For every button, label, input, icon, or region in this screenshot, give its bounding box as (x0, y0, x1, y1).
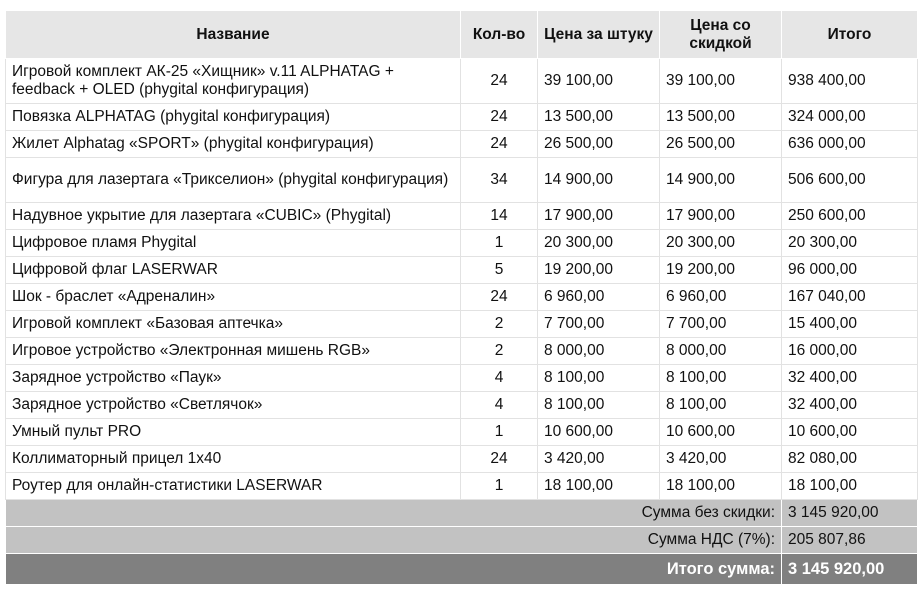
item-name: Цифровое пламя Phygital (6, 230, 461, 257)
table-row (6, 419, 918, 446)
item-name: Умный пульт PRO (6, 419, 461, 446)
vat-value: 205 807,86 (782, 527, 918, 554)
item-discount-price: 8 100,00 (660, 392, 782, 419)
item-price: 19 200,00 (538, 257, 660, 284)
item-name: Коллиматорный прицел 1x40 (6, 446, 461, 473)
item-qty: 24 (461, 284, 538, 311)
item-qty: 4 (461, 392, 538, 419)
header-qty: Кол-во (461, 11, 538, 59)
table-row (6, 203, 918, 230)
item-discount-price: 19 200,00 (660, 257, 782, 284)
item-total: 16 000,00 (782, 338, 918, 365)
table-row (6, 131, 918, 158)
item-total: 18 100,00 (782, 473, 918, 500)
item-name: Зарядное устройство «Светлячок» (6, 392, 461, 419)
item-qty: 34 (461, 158, 538, 203)
item-total: 32 400,00 (782, 365, 918, 392)
item-price: 8 000,00 (538, 338, 660, 365)
item-total: 96 000,00 (782, 257, 918, 284)
item-name: Цифровой флаг LASERWAR (6, 257, 461, 284)
item-discount-price: 8 000,00 (660, 338, 782, 365)
item-discount-price: 14 900,00 (660, 158, 782, 203)
item-price: 14 900,00 (538, 158, 660, 203)
item-price: 17 900,00 (538, 203, 660, 230)
table-row (6, 446, 918, 473)
item-discount-price: 18 100,00 (660, 473, 782, 500)
vat-label: Сумма НДС (7%): (6, 527, 782, 554)
item-discount-price: 10 600,00 (660, 419, 782, 446)
item-qty: 24 (461, 446, 538, 473)
item-qty: 24 (461, 131, 538, 158)
item-name: Роутер для онлайн-статистики LASERWAR (6, 473, 461, 500)
item-price: 26 500,00 (538, 131, 660, 158)
header-price: Цена за штуку (538, 11, 660, 59)
item-total: 506 600,00 (782, 158, 918, 203)
item-price: 8 100,00 (538, 365, 660, 392)
item-price: 6 960,00 (538, 284, 660, 311)
grand-total-row (6, 554, 918, 585)
item-total: 20 300,00 (782, 230, 918, 257)
subtotal-row (6, 500, 918, 527)
table-row (6, 365, 918, 392)
item-price: 10 600,00 (538, 419, 660, 446)
item-qty: 1 (461, 230, 538, 257)
item-total: 32 400,00 (782, 392, 918, 419)
item-qty: 4 (461, 365, 538, 392)
item-total: 15 400,00 (782, 311, 918, 338)
grand-total-label: Итого сумма: (6, 554, 782, 585)
item-discount-price: 13 500,00 (660, 104, 782, 131)
item-qty: 2 (461, 311, 538, 338)
item-total: 10 600,00 (782, 419, 918, 446)
item-discount-price: 3 420,00 (660, 446, 782, 473)
grand-total-value: 3 145 920,00 (782, 554, 918, 585)
item-discount-price: 39 100,00 (660, 59, 782, 104)
item-name: Шок - браслет «Адреналин» (6, 284, 461, 311)
table-row (6, 338, 918, 365)
table-row (6, 104, 918, 131)
item-total: 82 080,00 (782, 446, 918, 473)
item-price: 7 700,00 (538, 311, 660, 338)
table-row (6, 311, 918, 338)
vat-row (6, 527, 918, 554)
item-discount-price: 8 100,00 (660, 365, 782, 392)
item-price: 20 300,00 (538, 230, 660, 257)
subtotal-label: Сумма без скидки: (6, 500, 782, 527)
item-price: 18 100,00 (538, 473, 660, 500)
header-discount-price: Цена со скидкой (660, 11, 782, 59)
item-name: Жилет Alphatag «SPORT» (phygital конфигурация) (6, 131, 461, 158)
item-price: 8 100,00 (538, 392, 660, 419)
table-row (6, 284, 918, 311)
item-name: Надувное укрытие для лазертага «CUBIC» (Phygital) (6, 203, 461, 230)
table-row (6, 473, 918, 500)
table-row (6, 59, 918, 104)
header-row (6, 11, 918, 59)
item-name: Игровой комплект АК-25 «Хищник» v.11 ALPHATAG + feedback + OLED (phygital конфигурация) (6, 59, 461, 104)
item-price: 13 500,00 (538, 104, 660, 131)
item-total: 324 000,00 (782, 104, 918, 131)
item-qty: 5 (461, 257, 538, 284)
item-qty: 14 (461, 203, 538, 230)
item-qty: 1 (461, 419, 538, 446)
item-price: 39 100,00 (538, 59, 660, 104)
item-total: 938 400,00 (782, 59, 918, 104)
item-total: 636 000,00 (782, 131, 918, 158)
header-name: Название (6, 11, 461, 59)
item-qty: 24 (461, 104, 538, 131)
item-qty: 1 (461, 473, 538, 500)
item-discount-price: 6 960,00 (660, 284, 782, 311)
item-total: 167 040,00 (782, 284, 918, 311)
item-price: 3 420,00 (538, 446, 660, 473)
table-row (6, 230, 918, 257)
subtotal-value: 3 145 920,00 (782, 500, 918, 527)
item-qty: 2 (461, 338, 538, 365)
item-total: 250 600,00 (782, 203, 918, 230)
table-row (6, 158, 918, 203)
item-name: Игровой комплект «Базовая аптечка» (6, 311, 461, 338)
item-qty: 24 (461, 59, 538, 104)
item-name: Фигура для лазертага «Трикселион» (phygital конфигурация) (6, 158, 461, 203)
item-name: Повязка ALPHATAG (phygital конфигурация) (6, 104, 461, 131)
item-discount-price: 17 900,00 (660, 203, 782, 230)
item-discount-price: 20 300,00 (660, 230, 782, 257)
item-discount-price: 7 700,00 (660, 311, 782, 338)
item-name: Игровое устройство «Электронная мишень RGB» (6, 338, 461, 365)
item-discount-price: 26 500,00 (660, 131, 782, 158)
table-row (6, 392, 918, 419)
invoice-table (5, 10, 918, 585)
header-total: Итого (782, 11, 918, 59)
table-row (6, 257, 918, 284)
item-name: Зарядное устройство «Паук» (6, 365, 461, 392)
